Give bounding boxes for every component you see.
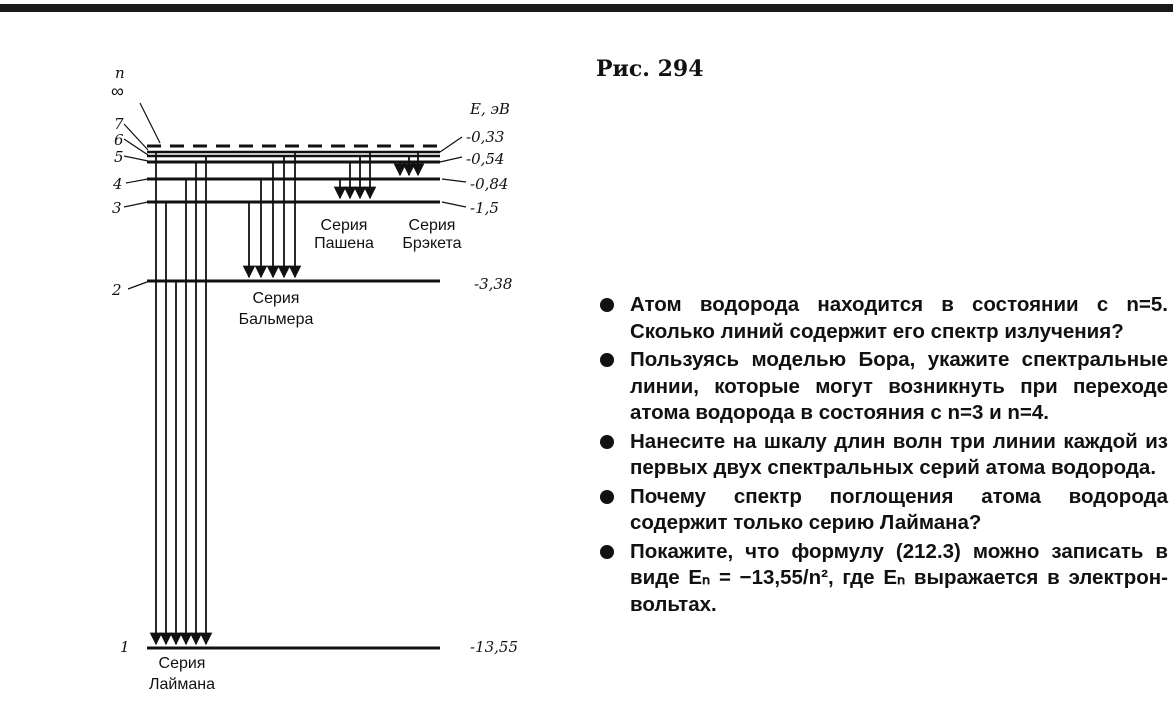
question-text: Нанесите на шкалу длин волн три линии каждой из первых двух спектральных серий атома водорода.	[630, 429, 1168, 479]
energy-label-7: -0,33	[466, 128, 505, 146]
energy-leaders	[440, 137, 466, 207]
energy-label-3: -1,5	[470, 199, 499, 217]
series-label-paschen-line2: Пашена	[314, 235, 374, 252]
level-label-7: 7	[114, 115, 124, 133]
paschen-arrows	[340, 152, 370, 198]
level-label-5: 5	[114, 148, 124, 166]
infinity-label: ∞	[111, 81, 124, 101]
bullet-icon	[600, 298, 614, 312]
n-leaders	[124, 103, 160, 289]
level-label-6: 6	[114, 131, 124, 149]
series-label-paschen-line1: Серия	[320, 217, 368, 234]
energy-label-5: -0,54	[466, 150, 505, 168]
bullet-icon	[600, 353, 614, 367]
level-label-4: 4	[113, 175, 123, 193]
bullet-icon	[600, 435, 614, 449]
question-text: Атом водорода находится в состоянии с n=5. Сколько линий содержит его спектр излучения?	[630, 293, 1168, 343]
energy-axis-label: E, эВ	[470, 100, 510, 118]
series-label-brackett-line2: Брэкета	[402, 235, 462, 252]
question-item	[598, 292, 1168, 345]
series-label-lyman-line2: Лаймана	[149, 676, 215, 693]
question-text: Почему спектр поглощения атома водорода содержит только серию Лаймана?	[630, 484, 1168, 534]
series-label-balmer-line2: Бальмера	[238, 311, 314, 328]
question-item	[598, 484, 1168, 537]
question-item	[598, 539, 1168, 619]
level-label-3: 3	[112, 199, 122, 217]
level-label-2: 2	[112, 281, 122, 299]
series-label-balmer-line1: Серия	[252, 290, 300, 307]
lyman-arrows	[156, 152, 206, 644]
bullet-icon	[600, 545, 614, 559]
question-list	[598, 292, 1168, 620]
figure-caption: Рис. 294	[596, 56, 704, 82]
question-item	[598, 347, 1168, 427]
n-axis-label: n	[115, 64, 125, 82]
bullet-icon	[600, 490, 614, 504]
energy-label-2: -3,38	[474, 275, 513, 293]
level-label-1: 1	[120, 638, 130, 656]
energy-label-4: -0,84	[470, 175, 509, 193]
series-label-lyman-line1: Серия	[158, 655, 206, 672]
balmer-arrows	[249, 152, 295, 277]
question-text: Пользуясь моделью Бора, укажите спектральные линии, которые могут возникнуть при переходе атома водорода в состояния с n=3 и n=4.	[630, 348, 1168, 424]
energy-label-1: -13,55	[470, 638, 519, 656]
question-text: Покажите, что формулу (212.3) можно записать в виде Eₙ = −13,55/n², где Eₙ выражается в электрон-вольтах.	[630, 539, 1168, 616]
series-label-brackett-line1: Серия	[408, 217, 456, 234]
question-item	[598, 429, 1168, 482]
